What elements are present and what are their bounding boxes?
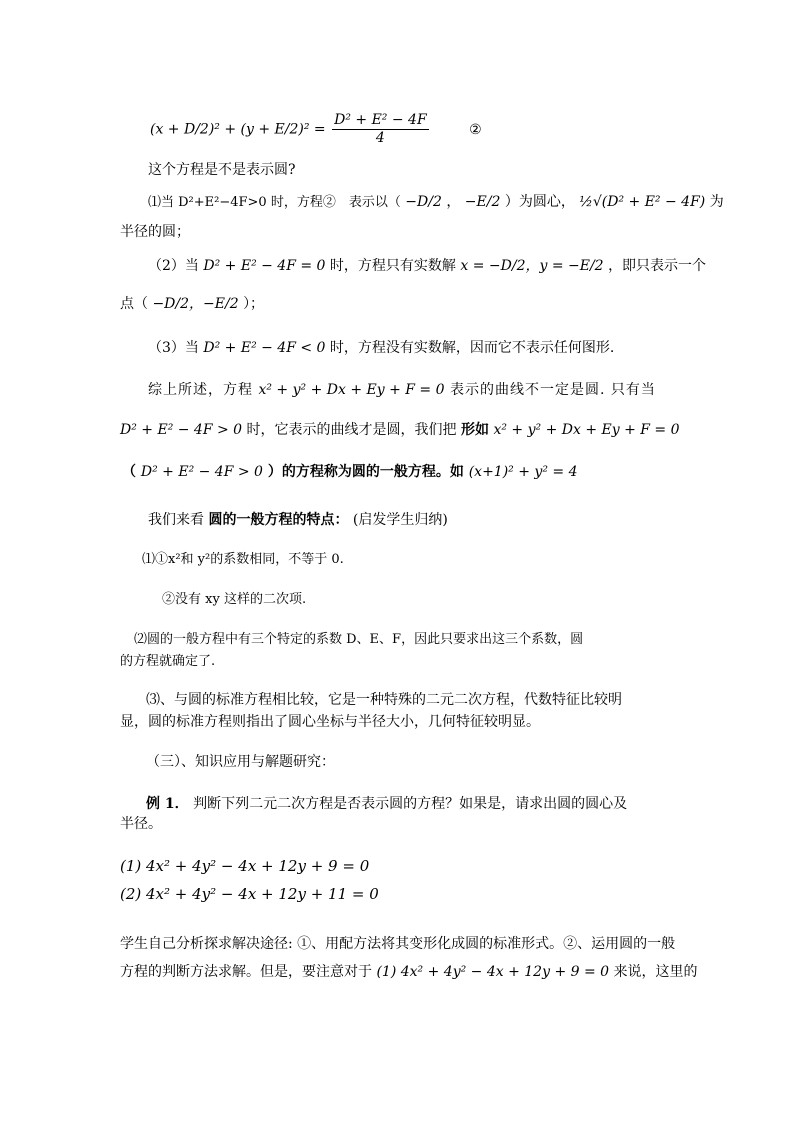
summary-equation: x² + y² + Dx + Ey + F = 0 bbox=[258, 382, 445, 398]
case1-sep: ， bbox=[446, 194, 461, 210]
summary-example-equation: (x+1)² + y² = 4 bbox=[468, 464, 578, 480]
case1-center-x: −D/2 bbox=[405, 194, 442, 210]
features-point2a: ⑵圆的一般方程中有三个特定的系数 D、E、F，因此只要求出这三个系数，圆 bbox=[134, 632, 584, 647]
equation-2-rhs-denominator: 4 bbox=[375, 130, 385, 146]
case1-text-c: 为 bbox=[709, 194, 724, 210]
analysis-text-c: 来说，这里的 bbox=[613, 964, 698, 980]
case1-line bbox=[148, 190, 724, 215]
analysis-line1: 学生自己分析探求解决途径: ①、用配方法将其变形化成圆的标准形式。②、运用圆的一般 bbox=[120, 936, 676, 952]
features-point1: ⑴①x²和 y²的系数相同，不等于 0. bbox=[142, 552, 344, 567]
case2-line bbox=[148, 254, 706, 278]
example1-equation-1: (1) 4x² + 4y² − 4x + 12y + 9 = 0 bbox=[120, 857, 370, 875]
case3-text-a: （3）当 bbox=[148, 340, 199, 356]
features-point3b: 显，圆的标准方程则指出了圆心坐标与半径大小，几何特征较明显。 bbox=[120, 714, 540, 730]
analysis-text-b: 方程的判断方法求解。但是，要注意对于 bbox=[120, 964, 372, 980]
analysis-line2 bbox=[120, 962, 698, 982]
analysis-equation: (1) 4x² + 4y² − 4x + 12y + 9 = 0 bbox=[376, 964, 610, 980]
case1-radius: ½√(D² + E² − 4F) bbox=[579, 194, 706, 210]
question-line: 这个方程是不是表示圆? bbox=[148, 162, 296, 178]
case1-line2: 半径的圆； bbox=[120, 224, 190, 240]
case1-text-a: ⑴当 D²+E²−4F>0 时，方程② 表示以（ bbox=[148, 195, 401, 210]
summary-general-equation: x² + y² + Dx + Ey + F = 0 bbox=[493, 422, 680, 438]
section-3-heading: （三）、知识应用与解题研究： bbox=[146, 754, 335, 770]
features-text-c: (启发学生归纳) bbox=[352, 512, 448, 528]
case3-text-b: 时，方程没有实数解，因而它不表示任何图形. bbox=[329, 340, 615, 356]
features-text-b: 圆的一般方程的特点： bbox=[208, 512, 349, 528]
case2-line2 bbox=[120, 292, 264, 316]
summary-text-a: 综上所述，方程 bbox=[148, 382, 253, 398]
equation-2-rhs bbox=[332, 112, 429, 147]
case2-text-c: ，即只表示一个 bbox=[608, 258, 707, 274]
summary-text-f: ）的方程称为圆的一般方程。如 bbox=[267, 464, 464, 480]
case2-text-b: 时，方程只有实数解 bbox=[329, 258, 456, 274]
summary-line3 bbox=[122, 462, 577, 482]
case2-condition: D² + E² − 4F = 0 bbox=[203, 258, 326, 274]
features-heading bbox=[148, 510, 448, 530]
summary-text-b: 表示的曲线不一定是圆. 只有当 bbox=[449, 382, 656, 398]
case3-line bbox=[148, 338, 614, 358]
summary-line1 bbox=[148, 380, 656, 400]
case2-text-e: ）； bbox=[243, 296, 265, 312]
summary-text-e: （ bbox=[122, 464, 136, 480]
summary-line2 bbox=[120, 420, 680, 440]
summary-text-c: 时，它表示的曲线才是圆，我们把 bbox=[246, 422, 457, 438]
case3-condition: D² + E² − 4F < 0 bbox=[203, 340, 326, 356]
case1-text-b: ）为圆心， bbox=[504, 194, 575, 210]
example1-line2: 半径。 bbox=[120, 816, 162, 832]
summary-condition-2: D² + E² − 4F > 0 bbox=[140, 464, 263, 480]
summary-text-d: 形如 bbox=[461, 422, 489, 438]
features-point2b: 的方程就确定了. bbox=[120, 654, 216, 669]
summary-condition: D² + E² − 4F > 0 bbox=[120, 422, 243, 438]
case2-text-a: （2）当 bbox=[148, 258, 199, 274]
example1-line1 bbox=[146, 794, 627, 814]
features-point3a: ⑶、与圆的标准方程相比较，它是一种特殊的二元二次方程，代数特征比较明 bbox=[146, 692, 622, 708]
equation-2-tag: ② bbox=[469, 121, 482, 138]
case2-text-d: 点（ bbox=[120, 296, 148, 312]
equation-2-lhs: (x + D/2)² + (y + E/2)² = bbox=[150, 121, 326, 138]
features-point1b: ②没有 xy 这样的二次项. bbox=[162, 592, 307, 607]
equation-2-rhs-numerator: D² + E² − 4F bbox=[334, 112, 427, 128]
equation-2 bbox=[150, 112, 482, 147]
example1-text-a: 判断下列二元二次方程是否表示圆的方程？如果是，请求出圆的圆心及 bbox=[193, 796, 628, 812]
case2-point: −D/2，−E/2 bbox=[152, 296, 239, 312]
example1-label: 例 1． bbox=[146, 796, 189, 812]
example1-equation-2: (2) 4x² + 4y² − 4x + 12y + 11 = 0 bbox=[120, 885, 379, 903]
features-text-a: 我们来看 bbox=[148, 512, 204, 528]
case2-solution: x = −D/2，y = −E/2 bbox=[460, 258, 604, 274]
case1-center-y: −E/2 bbox=[464, 194, 501, 210]
